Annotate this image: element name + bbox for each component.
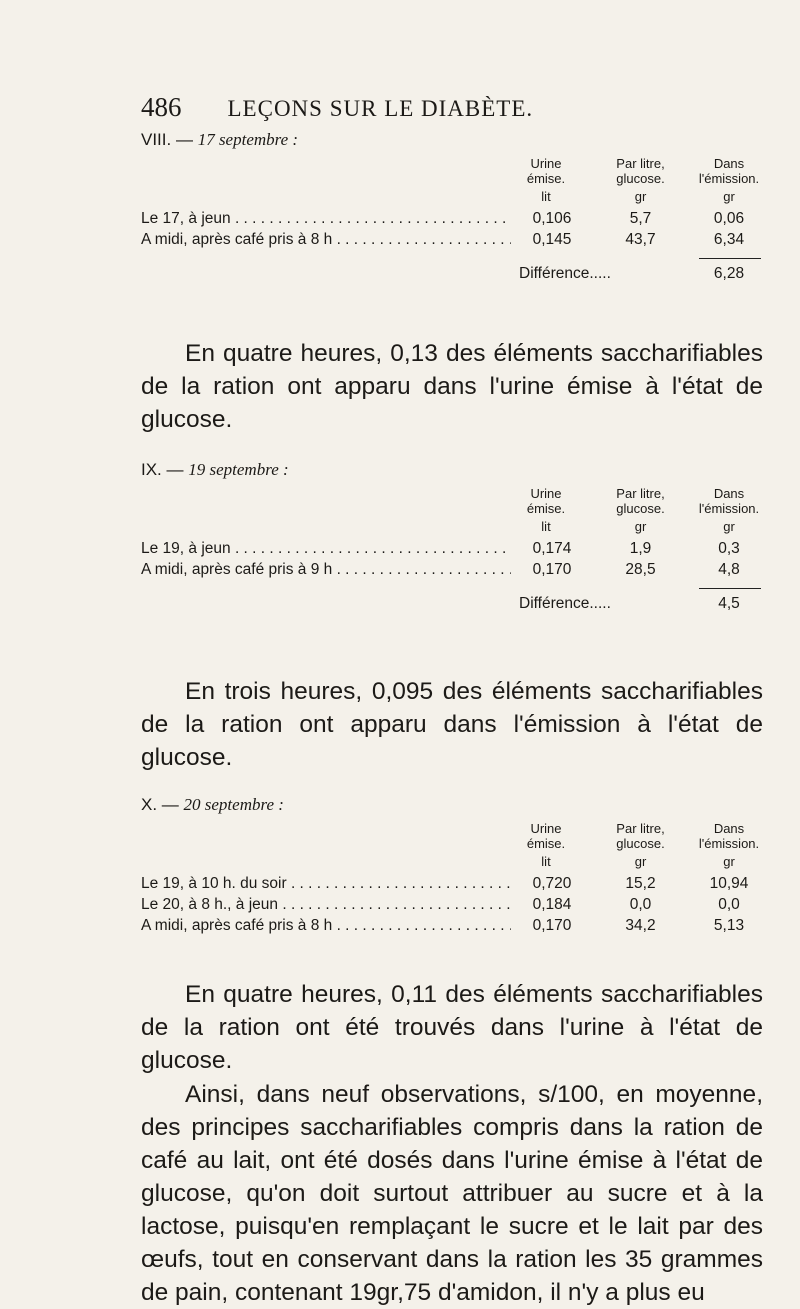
measurement-table xyxy=(141,486,761,616)
col-per-litre: Par litre, glucose. gr xyxy=(616,821,665,869)
col-emission: Dans l'émission. gr xyxy=(698,156,760,204)
observation-x xyxy=(141,795,761,936)
paragraph: Ainsi, dans neuf observations, s/100, en moyenne, des principes saccharifiables compris dans la ration de café au lait, ont été dosés dans l'urine émise à l'état de glucose, qu'on doit surtout attribuer au sucre et à la lactose, puisqu'en remplaçant le sucre et le lait par des œufs, tout en conservant dans la ration les 35 grammes de pain, contenant 19gr,75 d'amidon, il n'y a plus eu xyxy=(141,1081,763,1306)
section-title: IX. — 19 septembre : xyxy=(141,460,289,479)
running-title: LEÇONS SUR LE DIABÈTE. xyxy=(227,96,534,121)
page-number: 486 xyxy=(141,92,182,122)
table-row: Le 20, à 8 h., à jeun . . . 0,184 0,0 0,0 xyxy=(141,894,761,915)
col-per-litre: Par litre, glucose. gr xyxy=(616,156,665,204)
paragraph: En trois heures, 0,095 des éléments saccharifiables de la ration ont apparu dans l'émission à l'état de glucose. xyxy=(141,678,763,771)
table-row: A midi, après café pris à 9 h . . . 0,170 28,5 4,8 xyxy=(141,559,761,580)
paragraph: En quatre heures, 0,13 des éléments saccharifiables de la ration ont apparu dans l'urine émise à l'état de glucose. xyxy=(141,340,763,433)
difference-row: Différence..... 6,28 xyxy=(519,265,745,282)
column-headers xyxy=(141,156,761,208)
difference-row: Différence..... 4,5 xyxy=(519,595,740,612)
col-urine: Urine émise. lit xyxy=(526,156,566,204)
col-emission: Dans l'émission. gr xyxy=(698,821,760,869)
col-urine: Urine émise. lit xyxy=(526,486,566,534)
section-title: X. — 20 septembre : xyxy=(141,795,284,814)
section-title: VIII. — 17 septembre : xyxy=(141,130,299,149)
measurement-table xyxy=(141,821,761,936)
col-per-litre: Par litre, glucose. gr xyxy=(616,486,665,534)
sum-rule xyxy=(699,258,761,259)
table-row: A midi, après café pris à 8 h . . . 0,170 34,2 5,13 xyxy=(141,915,761,936)
sum-rule xyxy=(699,588,761,589)
measurement-table xyxy=(141,156,761,286)
column-headers xyxy=(141,821,761,873)
table-row: Le 19, à 10 h. du soir . . . 0,720 15,2 10,94 xyxy=(141,873,761,894)
table-row: Le 17, à jeun . . . 0,106 5,7 0,06 xyxy=(141,208,761,229)
column-headers xyxy=(141,486,761,538)
running-header xyxy=(141,92,741,123)
observation-viii xyxy=(141,130,761,286)
paragraph: En quatre heures, 0,11 des éléments saccharifiables de la ration ont été trouvés dans l'urine à l'état de glucose. xyxy=(141,981,763,1074)
table-row: A midi, après café pris à 8 h . . . 0,145 43,7 6,34 xyxy=(141,229,761,250)
col-urine: Urine émise. lit xyxy=(526,821,566,869)
observation-ix xyxy=(141,460,761,616)
table-row: Le 19, à jeun . . . 0,174 1,9 0,3 xyxy=(141,538,761,559)
col-emission: Dans l'émission. gr xyxy=(698,486,760,534)
